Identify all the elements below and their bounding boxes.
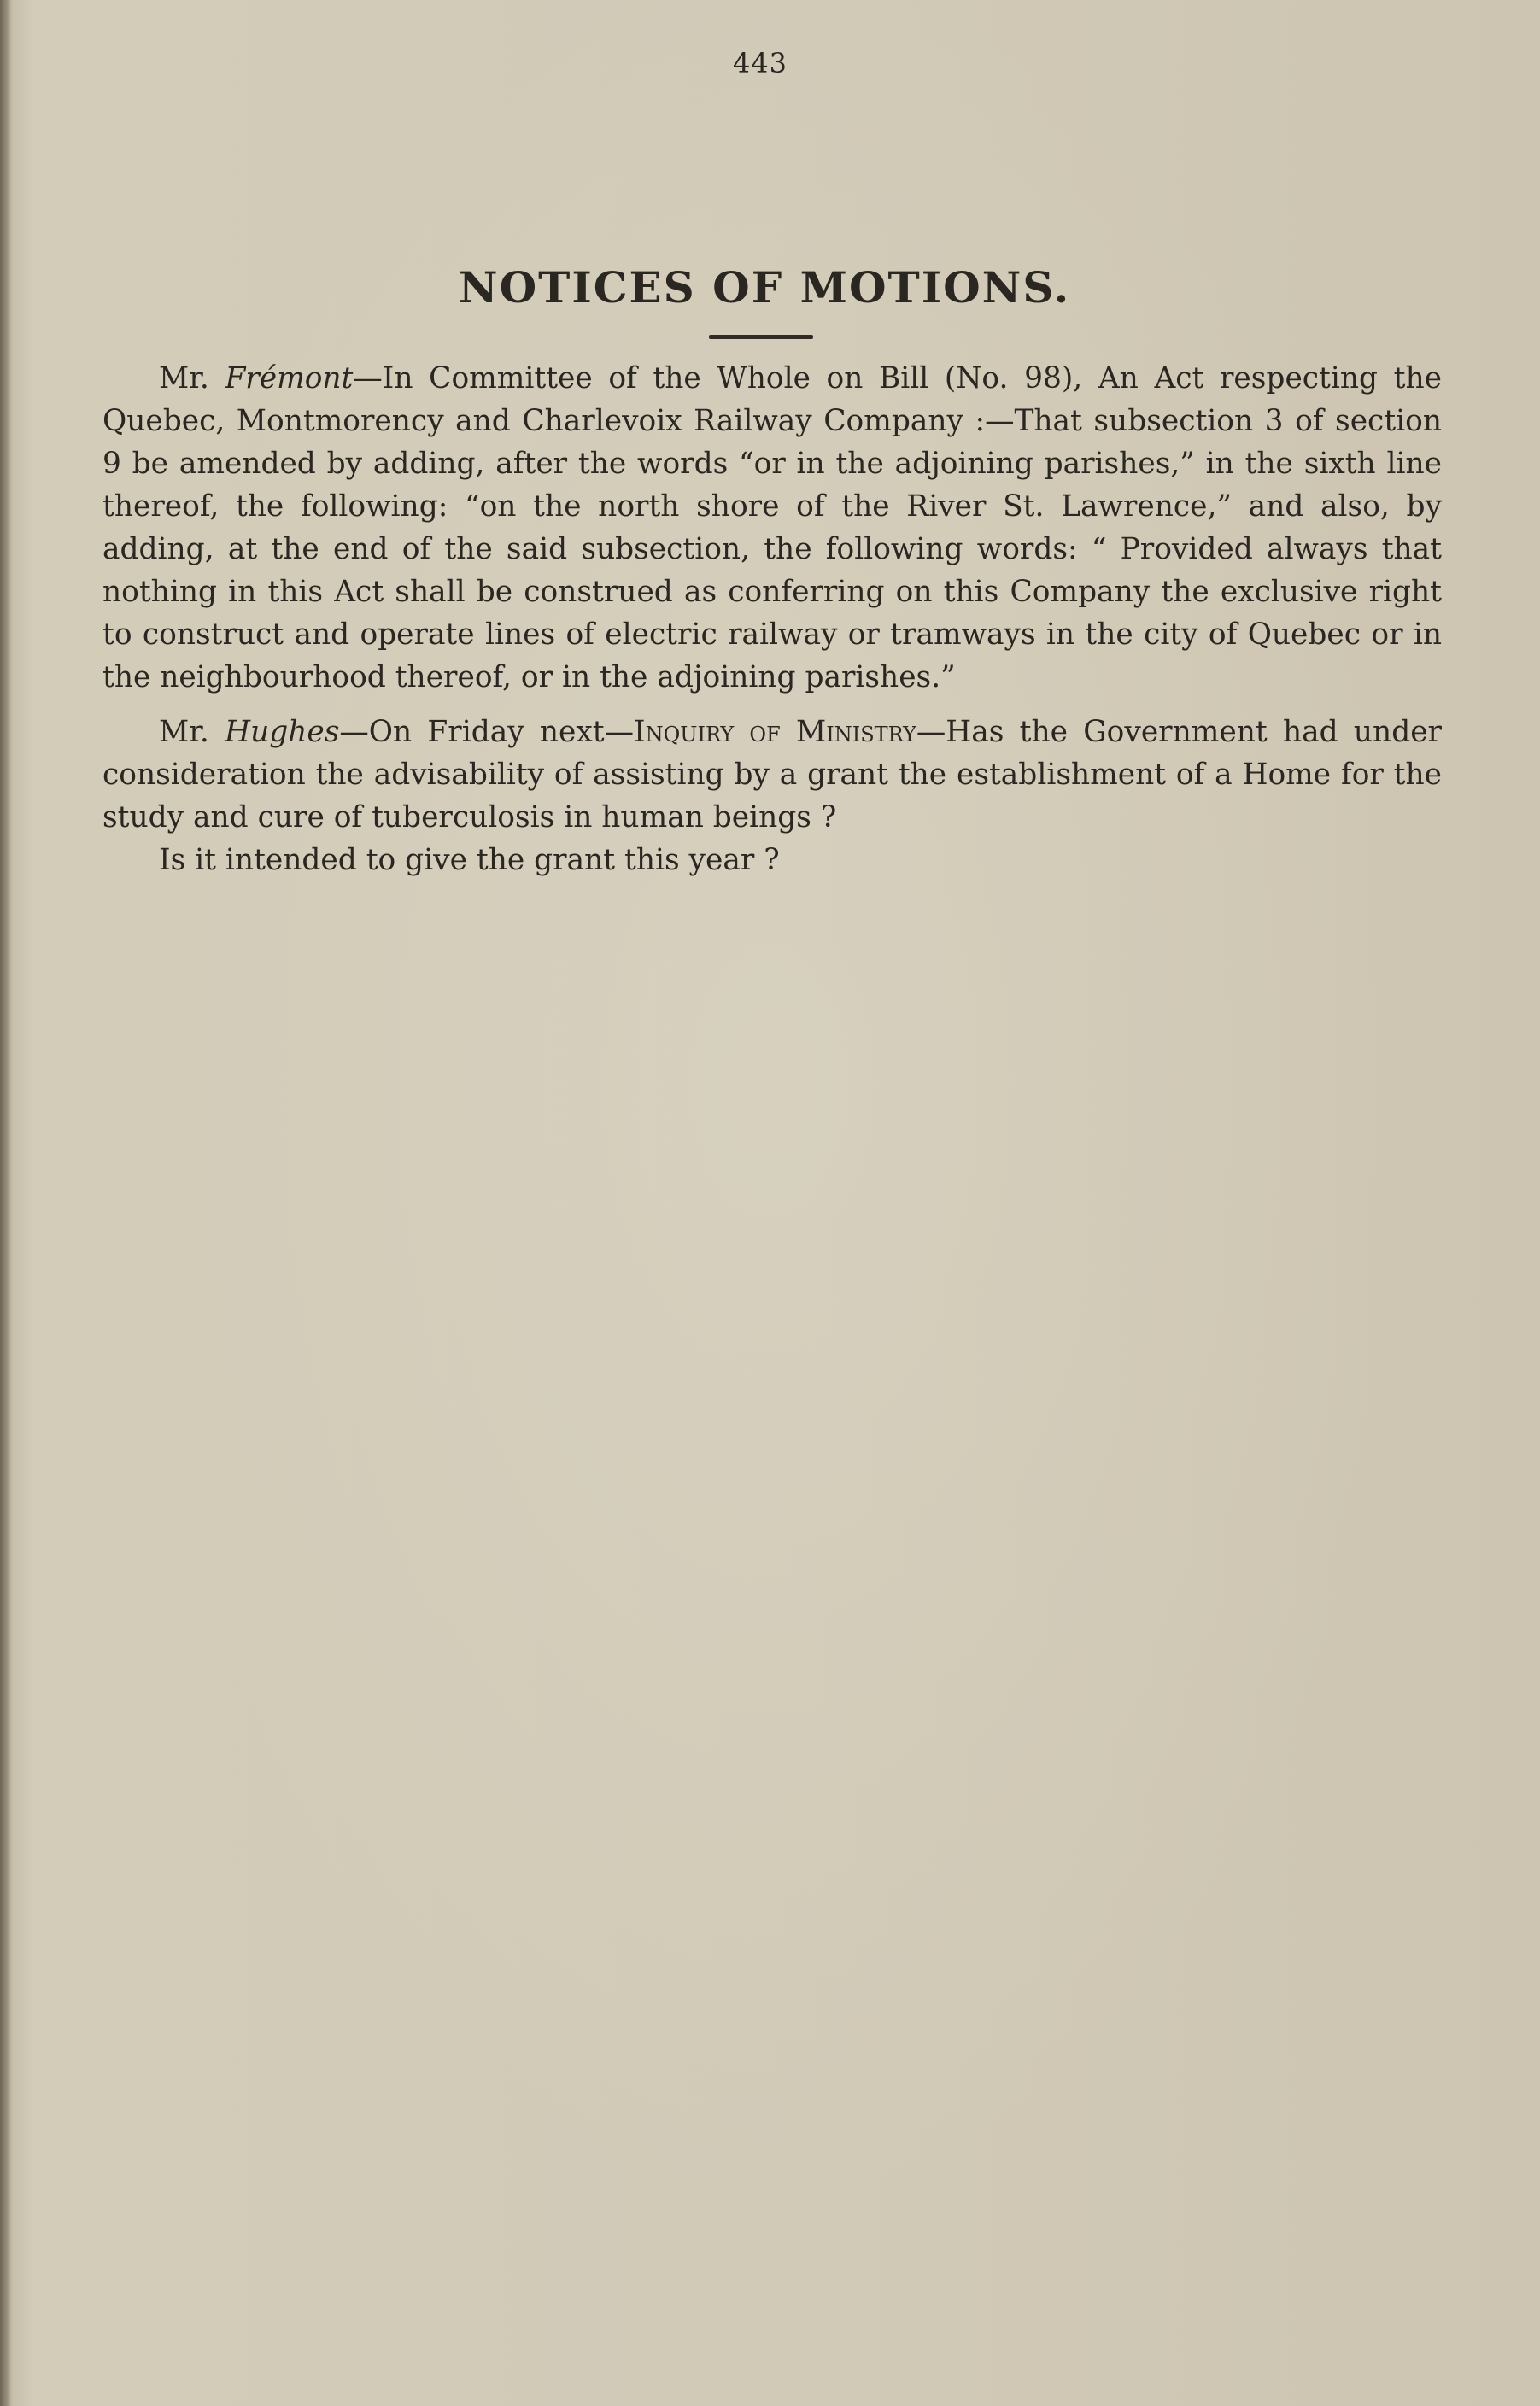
notices-body: [102, 357, 1442, 881]
inquiry-of-ministry-label: Inquiry of Ministry: [634, 715, 916, 749]
page-heading: NOTICES OF MOTIONS.: [458, 262, 1071, 313]
notice-hughes: [102, 711, 1442, 839]
notice-fremont: [102, 357, 1442, 699]
notice-hughes-followup: Is it intended to give the grant this year ?: [159, 843, 780, 877]
page-binding-edge: [0, 0, 12, 2406]
notice-text-before: —On Friday next—: [339, 715, 635, 749]
page-number: 443: [732, 47, 788, 79]
member-name: Hughes: [225, 715, 340, 749]
notice-text-after: —Has the Government had under consideration the advisability of assisting by a grant the establishment of a Home for the study and cure of tuberculosis in human beings ?: [102, 715, 1442, 834]
notice-prefix: Mr.: [159, 715, 225, 749]
notice-text: —In Committee of the Whole on Bill (No. 98), An Act respecting the Quebec, Montmorency and Charlevoix Railway Company :—That subsection 3 of section 9 be amended by adding, after the words “or in the adjoining parishes,” in the sixth line thereof, the following: “on the north shore of the River St. Lawrence,” and also, by adding, at the end of the said subsection, the following words: “ Provided always that nothing in this Act shall be construed as conferring on this Company the exclusive right to construct and operate lines of electric railway or tramways in the city of Quebec or in the neighbourhood thereof, or in the adjoining parishes.”: [102, 361, 1442, 694]
member-name: Frémont: [225, 361, 354, 395]
notice-prefix: Mr.: [159, 361, 225, 395]
heading-rule: [709, 335, 813, 339]
